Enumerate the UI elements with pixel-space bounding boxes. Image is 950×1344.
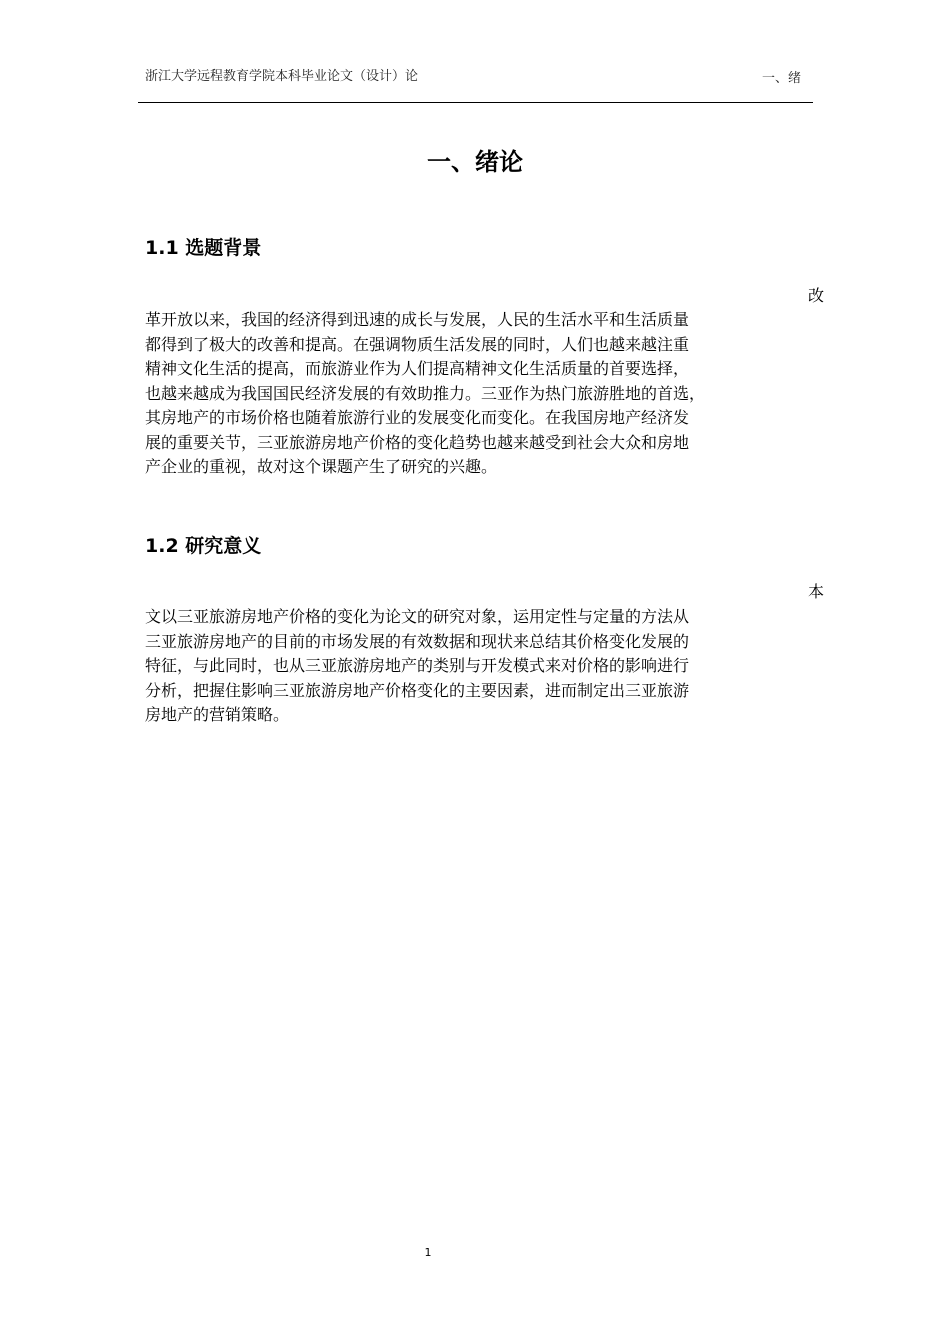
paragraph-line: 精神文化生活的提高，而旅游业作为人们提高精神文化生活质量的首要选择， [145,359,690,378]
paragraph-line: 三亚旅游房地产的目前的市场发展的有效数据和现状来总结其价格变化发展的 [145,631,690,651]
page-number: 1 [424,1246,432,1259]
running-header-title: 浙江大学远程教育学院本科毕业论文（设计）论 [145,69,419,84]
chapter-title: 一、绪论 [427,148,523,176]
paragraph-line: 其房地产的市场价格也随着旅游行业的发展变化而变化。在我国房地产经济发 [145,408,690,427]
paragraph-line: 都得到了极大的改善和提高。在强调物质生活发展的同时，人们也越来越注重 [145,334,690,354]
section-paragraph-significance [145,605,805,728]
section-heading-significance: 1.2 研究意义 [145,535,262,557]
paragraph-line: 分析，把握住影响三亚旅游房地产价格变化的主要因素，进而制定出三亚旅游 [145,680,690,700]
paragraph-line: 革开放以来，我国的经济得到迅速的成长与发展，人民的生活水平和生活质量 [145,310,690,329]
section-heading-background: 1.1 选题背景 [145,237,262,259]
section-paragraph-background [145,308,805,480]
paragraph-line: 房地产的营销策略。 [145,705,290,724]
paragraph-line: 文以三亚旅游房地产价格的变化为论文的研究对象，运用定性与定量的方法从 [145,607,690,626]
running-header-chapter: 一、绪 [762,71,802,86]
header-divider [138,102,813,103]
section-first-char: 改 [808,286,825,305]
paragraph-line: 展的重要关节，三亚旅游房地产价格的变化趋势也越来越受到社会大众和房地 [145,432,690,452]
paragraph-line: 特征，与此同时，也从三亚旅游房地产的类别与开发模式来对价格的影响进行 [145,656,690,675]
paragraph-line: 产企业的重视，故对这个课题产生了研究的兴趣。 [145,457,498,476]
paragraph-line: 也越来越成为我国国民经济发展的有效助推力。三亚作为热门旅游胜地的首选， [145,383,706,403]
section-first-char: 本 [808,582,825,601]
